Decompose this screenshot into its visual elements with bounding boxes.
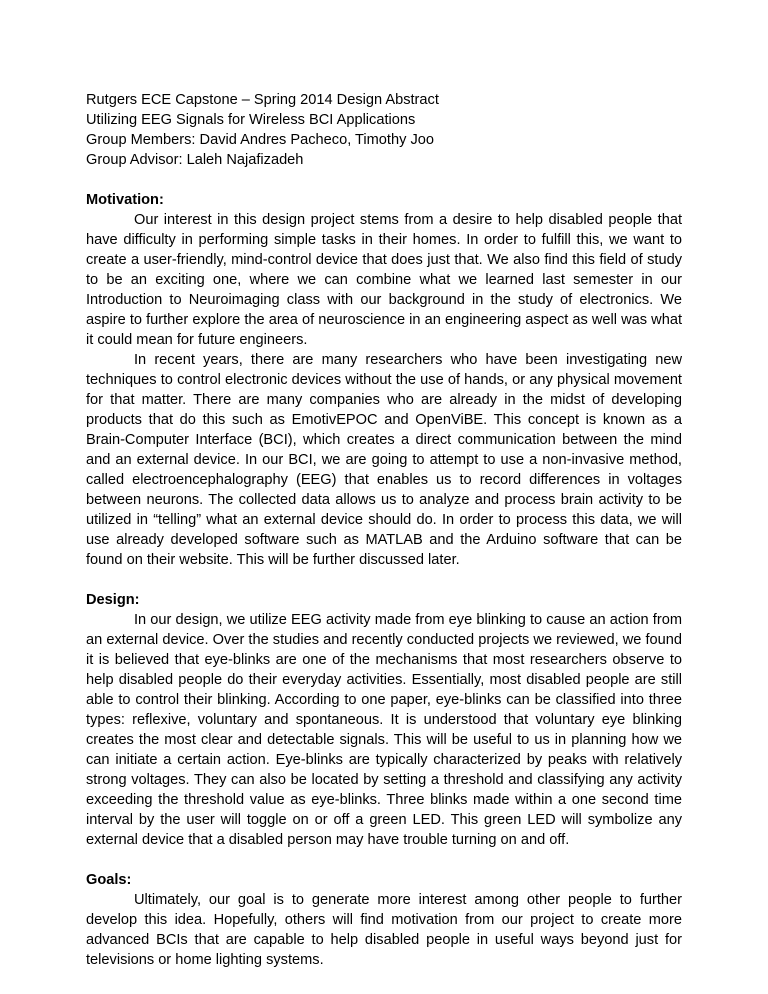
design-section: [86, 590, 682, 850]
design-heading: Design:: [86, 592, 140, 608]
document-page: [86, 90, 682, 970]
group-members: Group Members: David Andres Pacheco, Timothy Joo: [86, 132, 434, 148]
motivation-section: [86, 190, 682, 570]
motivation-paragraph-1: Our interest in this design project stems from a desire to help disabled people that have difficulty in performing simple tasks in their homes. In order to fulfill this, we want to create a user-friendly, mind-control device that does just that. We also find this field of study to be an exciting one, where we can combine what we learned last semester in our Introduction to Neuroimaging class with our background in the study of electronics. We aspire to further explore the area of neuroscience in an engineering aspect as well was what it could mean for future engineers.: [86, 212, 682, 348]
goals-paragraph-1: Ultimately, our goal is to generate more interest among other people to further develop this idea. Hopefully, others will find motivation from our project to create more advanced BCIs that are capable to help disabled people in useful ways beyond just for televisions or home lighting systems.: [86, 892, 682, 968]
project-title: Utilizing EEG Signals for Wireless BCI Applications: [86, 112, 416, 128]
goals-section: [86, 870, 682, 970]
design-paragraph-1: In our design, we utilize EEG activity made from eye blinking to cause an action from an external device. Over the studies and recently conducted projects we reviewed, we found it is believed that eye-blinks are one of the mechanisms that most researchers observe to help disabled people do their everyday activities. Essentially, most disabled people are still able to control their blinking. According to one paper, eye-blinks can be classified into three types: reflexive, voluntary and spontaneous. It is understood that voluntary eye blinking creates the most clear and detectable signals. This will be useful to us in planning how we can initiate a certain action. Eye-blinks are typically characterized by peaks with relatively strong voltages. They can also be located by setting a threshold and classifying any activity exceeding the threshold value as eye-blinks. Three blinks made within a one second time interval by the user will toggle on or off a green LED. This green LED will symbolize any external device that a disabled person may have trouble turning on and off.: [86, 612, 682, 848]
motivation-paragraph-2: In recent years, there are many researchers who have been investigating new techniques to control electronic devices without the use of hands, or any physical movement for that matter. There are many companies who are already in the midst of developing products that do this such as EmotivEPOC and OpenViBE. This concept is known as a Brain-Computer Interface (BCI), which creates a direct communication between the mind and an external device. In our BCI, we are going to attempt to use a non-invasive method, called electroencephalography (EEG) that enables us to record differences in voltages between neurons. The collected data allows us to analyze and process brain activity to be utilized in “telling” what an external device should do. In order to process this data, we will use already developed software such as MATLAB and the Arduino software that can be found on their website. This will be further discussed later.: [86, 352, 682, 568]
document-header: [86, 90, 682, 170]
group-advisor: Group Advisor: Laleh Najafizadeh: [86, 152, 304, 168]
goals-heading: Goals:: [86, 872, 132, 888]
course-title: Rutgers ECE Capstone – Spring 2014 Design Abstract: [86, 92, 439, 108]
motivation-heading: Motivation:: [86, 192, 164, 208]
